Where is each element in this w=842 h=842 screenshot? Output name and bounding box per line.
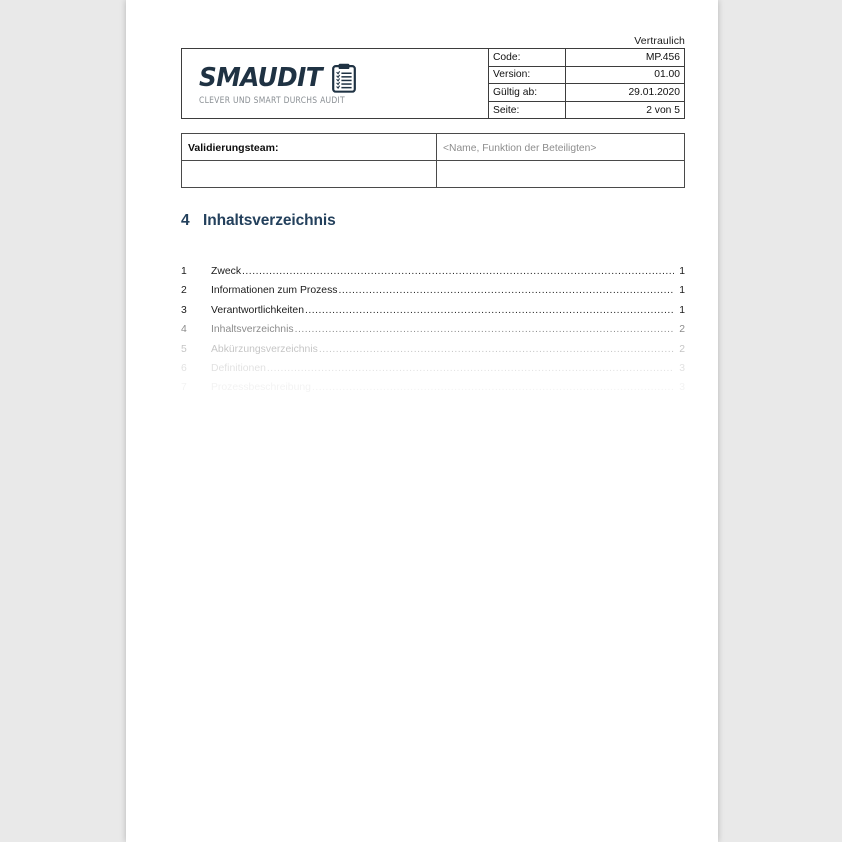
clipboard-icon bbox=[332, 63, 356, 93]
toc-leader-dots bbox=[267, 364, 674, 374]
toc-entry-number: 7 bbox=[181, 382, 187, 394]
header-label-page: Seite: bbox=[489, 101, 566, 119]
validation-team-table bbox=[181, 133, 685, 188]
toc-entry-page: 2 bbox=[679, 324, 685, 336]
header-value-page: 2 von 5 bbox=[566, 101, 685, 119]
validation-team-label: Validierungsteam: bbox=[188, 142, 279, 154]
table-row bbox=[182, 134, 685, 161]
section-number: 4 bbox=[181, 212, 190, 229]
header-label-valid-from: Gültig ab: bbox=[489, 84, 566, 102]
toc-entry-title: Zweck bbox=[211, 266, 242, 277]
brand-logo bbox=[199, 63, 358, 105]
toc-entry-title: Informationen zum Prozess bbox=[211, 285, 338, 297]
toc-leader-dots bbox=[319, 345, 674, 355]
toc-entry-number: 3 bbox=[181, 304, 187, 316]
table-of-contents bbox=[181, 266, 685, 402]
toc-entry[interactable] bbox=[181, 266, 685, 285]
toc-leader-dots bbox=[305, 306, 674, 316]
page-sheet bbox=[126, 0, 718, 842]
page-title bbox=[181, 212, 336, 230]
validation-team-body bbox=[182, 134, 685, 188]
toc-entry-number: 2 bbox=[181, 285, 187, 297]
header-value-code: MP.456 bbox=[566, 49, 685, 67]
validation-team-label-cell bbox=[182, 134, 437, 161]
section-title: Inhaltsverzeichnis bbox=[203, 212, 336, 229]
toc-entry-page: 3 bbox=[679, 382, 685, 394]
header-value-version: 01.00 bbox=[566, 66, 685, 84]
toc-entry-page: 1 bbox=[679, 285, 685, 297]
toc-leader-dots bbox=[242, 267, 674, 277]
toc-entry-page: 3 bbox=[679, 362, 685, 374]
toc-entry-title: Verantwortlichkeiten bbox=[211, 304, 304, 316]
validation-team-empty-right[interactable] bbox=[437, 161, 685, 188]
toc-entry[interactable] bbox=[181, 344, 685, 363]
toc-entry[interactable] bbox=[181, 285, 685, 304]
confidentiality-label: Vertraulich bbox=[634, 35, 685, 47]
toc-entry-number: 5 bbox=[181, 343, 187, 355]
document-header-table bbox=[181, 48, 685, 119]
toc-leader-dots bbox=[338, 286, 674, 296]
validation-team-empty-left[interactable] bbox=[182, 161, 437, 188]
toc-entry[interactable] bbox=[181, 382, 685, 401]
logo-row bbox=[199, 63, 356, 93]
document-header-body bbox=[182, 49, 685, 119]
logo-cell bbox=[182, 49, 489, 119]
toc-leader-dots bbox=[312, 383, 674, 393]
toc-entry[interactable] bbox=[181, 324, 685, 343]
toc-entry-page: 1 bbox=[679, 266, 685, 277]
toc-entry-title: Abkürzungsverzeichnis bbox=[211, 343, 318, 355]
validation-team-placeholder: <Name, Funktion der Beteiligten> bbox=[443, 143, 597, 154]
toc-entry-number: 6 bbox=[181, 362, 187, 374]
toc-entry[interactable] bbox=[181, 305, 685, 324]
toc-leader-dots bbox=[295, 325, 674, 335]
toc-entry-title: Prozessbeschreibung bbox=[211, 382, 311, 394]
logo-wordmark: SMAUDIT bbox=[199, 62, 322, 93]
toc-entry-page: 1 bbox=[679, 304, 685, 316]
header-row bbox=[182, 49, 685, 67]
header-label-code: Code: bbox=[489, 49, 566, 67]
header-value-valid-from: 29.01.2020 bbox=[566, 84, 685, 102]
header-label-version: Version: bbox=[489, 66, 566, 84]
table-row bbox=[182, 161, 685, 188]
toc-entry-page: 2 bbox=[679, 343, 685, 355]
toc-entry-number: 4 bbox=[181, 324, 187, 336]
toc-entry-title: Inhaltsverzeichnis bbox=[211, 324, 294, 336]
logo-tagline: CLEVER UND SMART DURCHS AUDIT bbox=[199, 94, 345, 106]
validation-team-value-cell[interactable] bbox=[437, 134, 685, 161]
toc-entry-title: Definitionen bbox=[211, 362, 266, 374]
toc-entry[interactable] bbox=[181, 363, 685, 382]
page-content-area bbox=[179, 0, 685, 842]
toc-entry-number: 1 bbox=[181, 266, 187, 277]
